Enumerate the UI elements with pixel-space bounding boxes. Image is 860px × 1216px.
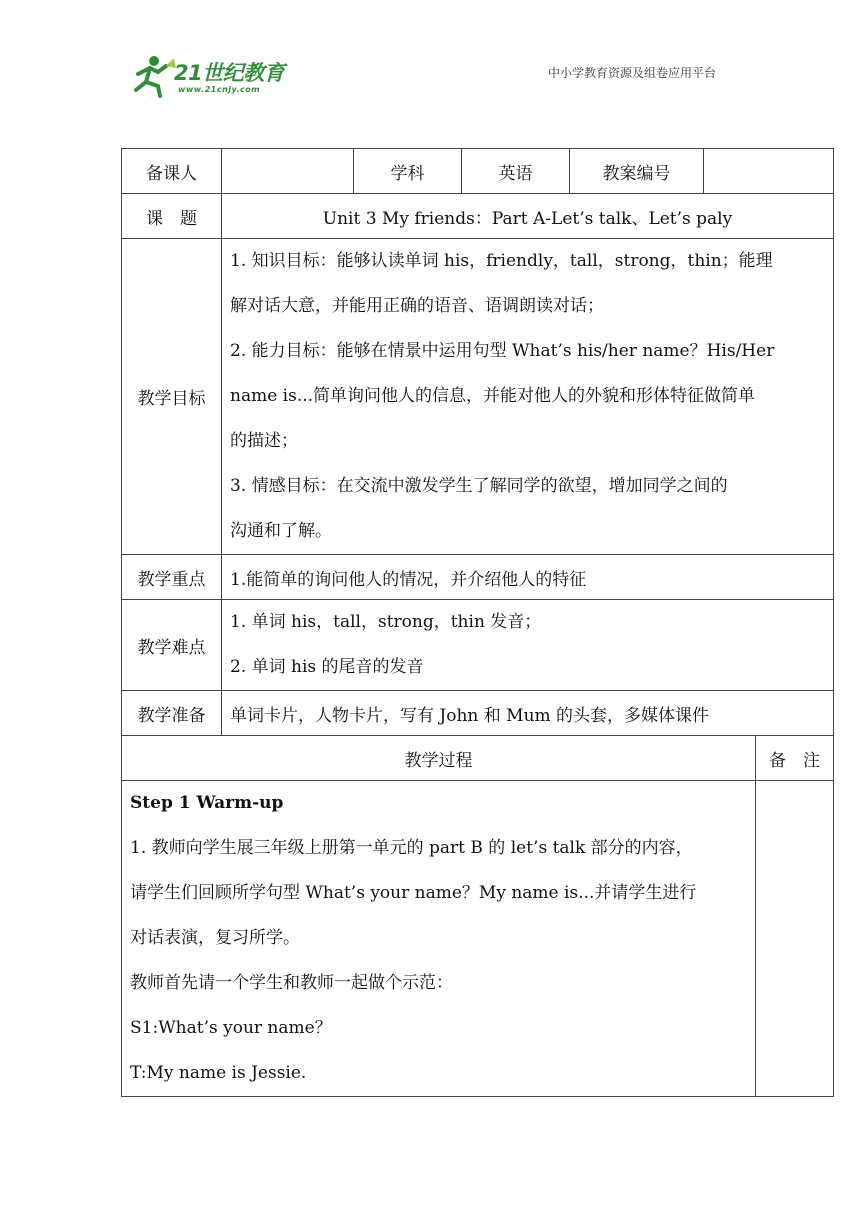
process-header: 教学过程 xyxy=(122,736,756,781)
difficulty-line: 1. 单词 his，tall，strong，thin 发音； xyxy=(230,612,542,632)
goals-line: 3. 情感目标：在交流中激发学生了解同学的欲望，增加同学之间的 xyxy=(230,476,728,496)
key-points-label: 教学重点 xyxy=(122,555,222,600)
topic-value: Unit 3 My friends：Part A-Let’s talk、Let’s paly xyxy=(222,194,834,239)
lesson-plan-table xyxy=(121,148,834,1097)
runner-icon xyxy=(128,52,178,100)
goals-label: 教学目标 xyxy=(122,239,222,555)
process-step-title: Step 1 Warm-up xyxy=(130,793,284,813)
logo-url: www.21cnjy.com xyxy=(178,85,261,94)
goals-content xyxy=(222,239,834,555)
goals-line: 1. 知识目标：能够认读单词 his，friendly，tall，strong，thin；能理 xyxy=(230,251,773,271)
difficulty-content xyxy=(222,600,834,691)
process-line: 请学生们回顾所学句型 What’s your name？My name is...并请学生进行 xyxy=(130,883,697,903)
plan-number-value xyxy=(704,149,834,194)
process-line: T:My name is Jessie. xyxy=(130,1063,307,1083)
subject-value: 英语 xyxy=(462,149,570,194)
difficulty-line: 2. 单词 his 的尾音的发音 xyxy=(230,657,424,677)
key-points-value: 1.能简单的询问他人的情况，并介绍他人的特征 xyxy=(222,555,834,600)
goals-line: 2. 能力目标：能够在情景中运用句型 What’s his/her name？His/Her xyxy=(230,341,775,361)
topic-label: 课 题 xyxy=(122,194,222,239)
goals-line: 沟通和了解。 xyxy=(230,521,332,541)
difficulty-label: 教学难点 xyxy=(122,600,222,691)
preparation-value: 单词卡片，人物卡片，写有 John 和 Mum 的头套，多媒体课件 xyxy=(222,691,834,736)
preparer-value xyxy=(222,149,354,194)
goals-line: 解对话大意，并能用正确的语音、语调朗读对话； xyxy=(230,296,604,316)
remarks-header: 备 注 xyxy=(756,736,834,781)
goals-line: 的描述； xyxy=(230,431,298,451)
preparer-label: 备课人 xyxy=(122,149,222,194)
platform-title: 中小学教育资源及组卷应用平台 xyxy=(548,66,717,80)
process-line: 1. 教师向学生展三年级上册第一单元的 part B 的 let’s talk 部分的内容， xyxy=(130,838,693,858)
remarks-content xyxy=(756,781,834,1097)
goals-line: name is...简单询问他人的信息，并能对他人的外貌和形体特征做简单 xyxy=(230,386,756,406)
process-line: 对话表演，复习所学。 xyxy=(130,928,300,948)
process-line: 教师首先请一个学生和教师一起做个示范： xyxy=(130,973,453,993)
subject-label: 学科 xyxy=(354,149,462,194)
process-line: S1:What’s your name？ xyxy=(130,1018,332,1038)
logo-text: 21世纪教育 xyxy=(174,61,285,85)
plan-number-label: 教案编号 xyxy=(570,149,704,194)
process-content xyxy=(122,781,756,1097)
site-logo xyxy=(128,52,298,100)
preparation-label: 教学准备 xyxy=(122,691,222,736)
